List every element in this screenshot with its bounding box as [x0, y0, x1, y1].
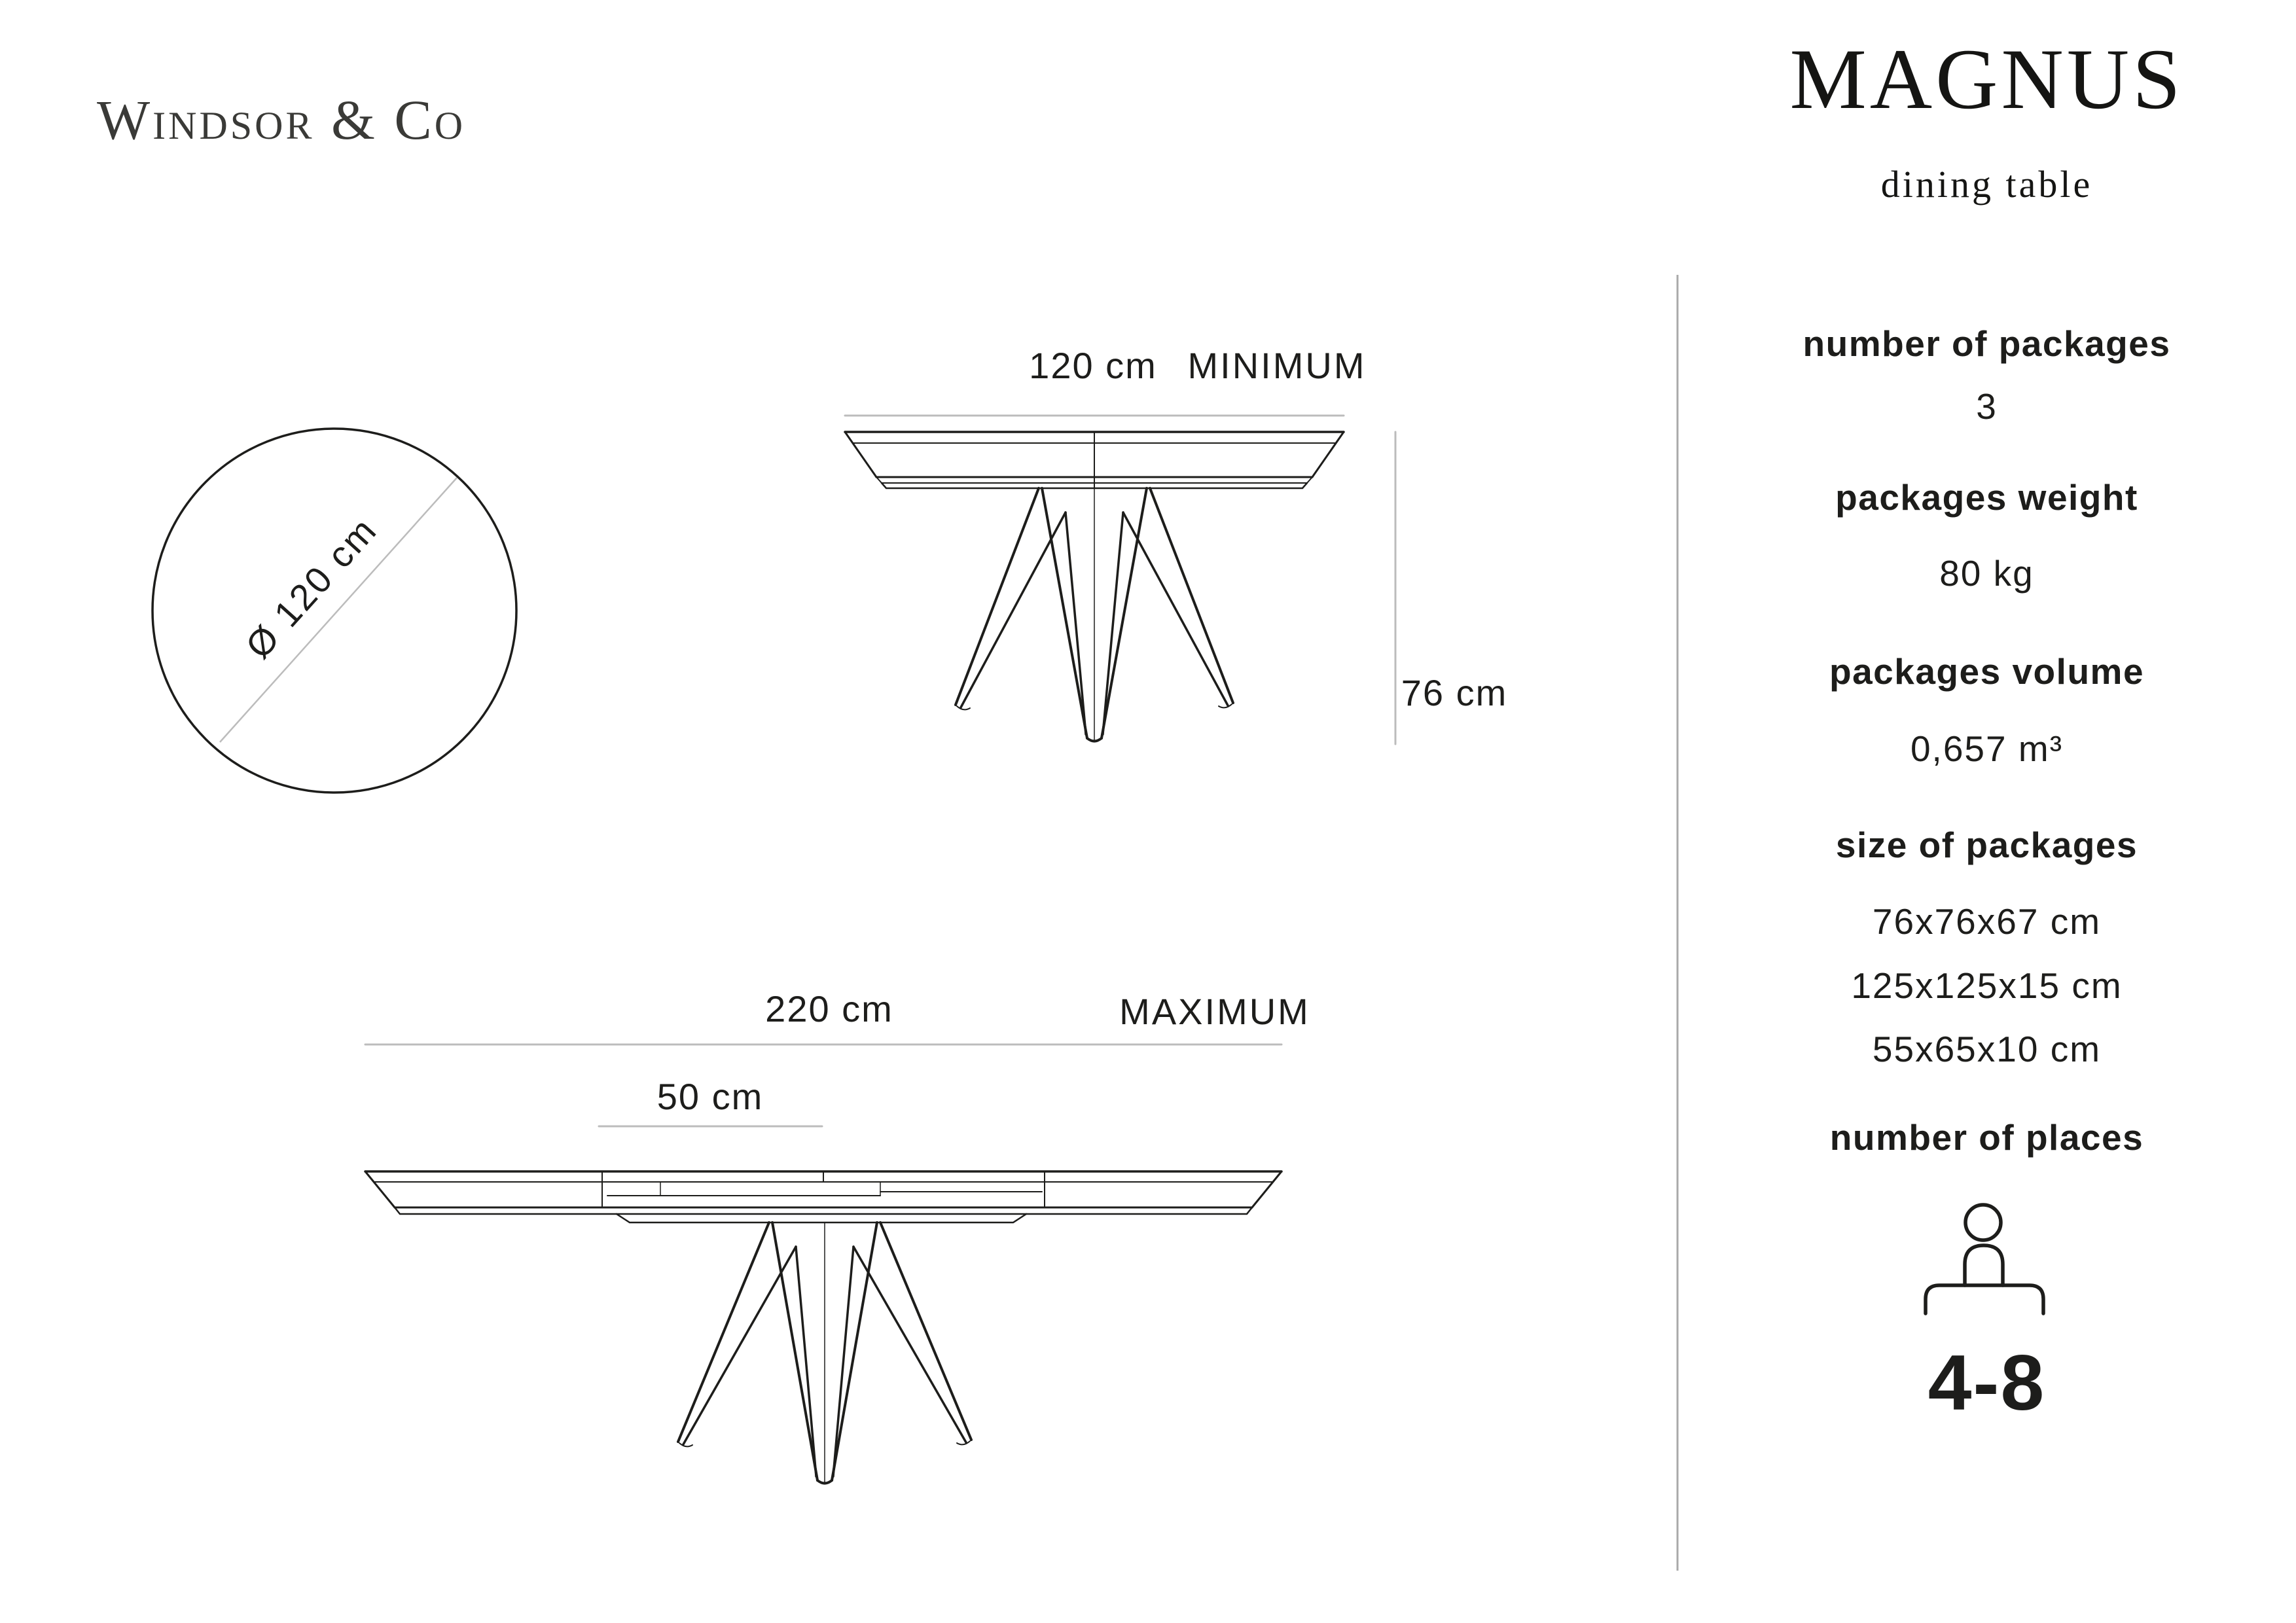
min-front-leg-right-edge: [1102, 488, 1147, 738]
min-tabletop-right-slope: [1312, 432, 1344, 477]
packages-count-label: number of packages: [1803, 323, 2171, 364]
min-right-leg-outer-edge: [1150, 488, 1233, 703]
min-width-label: 120 cm: [1029, 345, 1157, 386]
max-right-leg-outer-edge: [880, 1222, 971, 1440]
packages-weight-value: 80 kg: [1939, 553, 2034, 594]
tabletop-outline: [152, 429, 516, 793]
package-size-2: 125x125x15 cm: [1851, 965, 2123, 1006]
max-left-leg-inner-edge: [683, 1247, 796, 1444]
max-right-leaf-slope: [1252, 1171, 1282, 1207]
min-left-notch-edge: [1066, 512, 1086, 734]
height-label: 76 cm: [1401, 672, 1508, 713]
min-tag-label: MINIMUM: [1187, 345, 1367, 386]
person-at-table-icon: [1926, 1205, 2043, 1313]
max-left-leaf-slope: [365, 1171, 395, 1207]
minimum-view: [845, 416, 1395, 744]
min-right-notch-edge: [1103, 512, 1123, 734]
min-front-leg-left-edge: [1042, 488, 1087, 738]
packages-count-value: 3: [1976, 386, 1998, 427]
table-symbol: [1926, 1285, 2043, 1313]
places-label: number of places: [1829, 1117, 2144, 1158]
max-front-leg-right-edge: [832, 1222, 877, 1480]
diameter-line: [220, 478, 457, 742]
extension-label: 50 cm: [656, 1076, 764, 1117]
maximum-view: [365, 1044, 1282, 1484]
package-size-3: 55x65x10 cm: [1872, 1029, 2102, 1069]
min-tabletop-left-slope: [845, 432, 876, 477]
diameter-label: Ø 120 cm: [237, 508, 385, 667]
brand-logo: Windsor & Co: [97, 88, 466, 151]
max-right-notch-edge: [833, 1247, 853, 1476]
product-type: dining table: [1880, 163, 2093, 205]
package-size-1: 76x76x67 cm: [1872, 901, 2102, 942]
min-left-leg-inner-edge: [961, 512, 1066, 707]
min-right-leg-inner-edge: [1123, 512, 1228, 705]
max-right-foot-glide: [957, 1441, 970, 1444]
max-front-leg-left-edge: [772, 1222, 817, 1480]
top-view-circle: [152, 429, 516, 793]
max-apron: [617, 1214, 1026, 1222]
person-head: [1965, 1205, 2001, 1240]
min-left-foot-glide: [957, 706, 970, 709]
places-value: 4-8: [1928, 1339, 2046, 1427]
max-left-leg-outer-edge: [678, 1222, 769, 1442]
max-tag-label: MAXIMUM: [1119, 991, 1310, 1032]
packages-weight-label: packages weight: [1835, 477, 2138, 518]
max-left-foot-glide: [679, 1443, 692, 1446]
max-left-notch-edge: [796, 1247, 816, 1476]
person-shoulders: [1965, 1245, 2003, 1285]
packages-volume-label: packages volume: [1829, 651, 2145, 692]
packages-size-label: size of packages: [1835, 825, 2138, 865]
max-width-label: 220 cm: [765, 988, 893, 1029]
product-name: MAGNUS: [1789, 31, 2184, 127]
max-right-leg-inner-edge: [853, 1247, 966, 1442]
min-right-foot-glide: [1219, 704, 1232, 707]
min-left-leg-outer-edge: [956, 488, 1039, 705]
packages-volume-value: 0,657 m³: [1910, 728, 2064, 769]
